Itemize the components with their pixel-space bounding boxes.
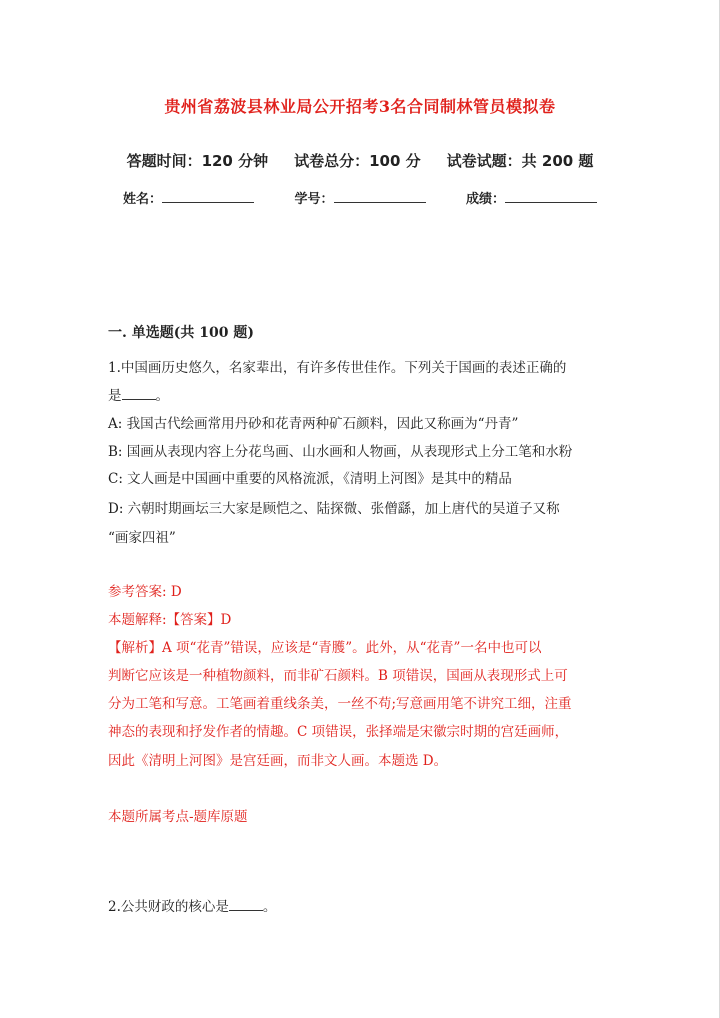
exam-title: 贵州省荔波县林业局公开招考3名合同制林管员模拟卷 <box>164 97 556 116</box>
exam-question-count: 试卷试题：共 200 题 <box>446 152 594 170</box>
q1-stem-suffix: 。 <box>155 388 169 404</box>
q1-explain-line: 判断它应该是一种植物颜料，而非矿石颜料。B 项错误，国画从表现形式上可 <box>108 668 568 684</box>
q1-stem-prefix: 是 <box>108 388 122 404</box>
id-field <box>294 188 425 207</box>
score-label: 成绩： <box>466 192 506 207</box>
id-label: 学号： <box>294 192 334 207</box>
name-label: 姓名： <box>122 192 162 207</box>
q1-option-d-line1: D: 六朝时期画坛三大家是顾恺之、陆探微、张僧繇，加上唐代的吴道子又称 <box>108 501 560 517</box>
q1-answer: 参考答案: D <box>108 584 182 600</box>
q1-option-a: A: 我国古代绘画常用丹砂和花青两种矿石颜料，因此又称画为“丹青” <box>108 416 519 432</box>
section-heading: 一. 单选题(共 100 题) <box>108 325 254 341</box>
score-field <box>466 188 597 207</box>
name-blank <box>162 190 254 203</box>
q1-explain-line: 因此《清明上河图》是宫廷画，而非文人画。本题选 D。 <box>108 753 448 769</box>
q2-answer-blank <box>229 899 263 911</box>
q2-stem-prefix: 2.公共财政的核心是 <box>108 899 229 915</box>
q1-explain-line: 神态的表现和抒发作者的情趣。C 项错误，张择端是宋徽宗时期的宫廷画师， <box>108 724 569 740</box>
id-blank <box>334 190 426 203</box>
q1-explain-head: 本题解释:【答案】D <box>108 612 232 628</box>
q1-explain-line: 【解析】A 项“花青”错误，应该是“青臒”。此外，从“花青”一名中也可以 <box>108 640 542 656</box>
q1-explain-line: 分为工笔和写意。工笔画着重线条美，一丝不苟;写意画用笔不讲究工细，注重 <box>108 696 572 712</box>
q1-option-c: C: 文人画是中国画中重要的风格流派，《清明上河图》是其中的精品 <box>108 471 512 487</box>
name-field <box>123 188 254 207</box>
q1-answer-blank <box>122 388 156 400</box>
student-fields <box>0 188 720 207</box>
q1-stem-line2 <box>108 384 169 404</box>
q1-option-b: B: 国画从表现内容上分花鸟画、山水画和人物画，从表现形式上分工笔和水粉 <box>108 444 573 460</box>
exam-time: 答题时间：120 分钟 <box>126 152 269 170</box>
exam-total-score: 试卷总分：100 分 <box>294 152 421 170</box>
q2-stem-suffix: 。 <box>262 899 277 915</box>
q2-stem <box>108 895 276 915</box>
score-blank <box>505 190 597 203</box>
exam-info <box>0 150 720 171</box>
q1-topic: 本题所属考点-题库原题 <box>108 809 248 825</box>
q1-stem-line1: 1.中国画历史悠久，名家辈出，有许多传世佳作。下列关于国画的表述正确的 <box>108 360 567 376</box>
q1-option-d-line2: “画家四祖” <box>108 530 176 546</box>
